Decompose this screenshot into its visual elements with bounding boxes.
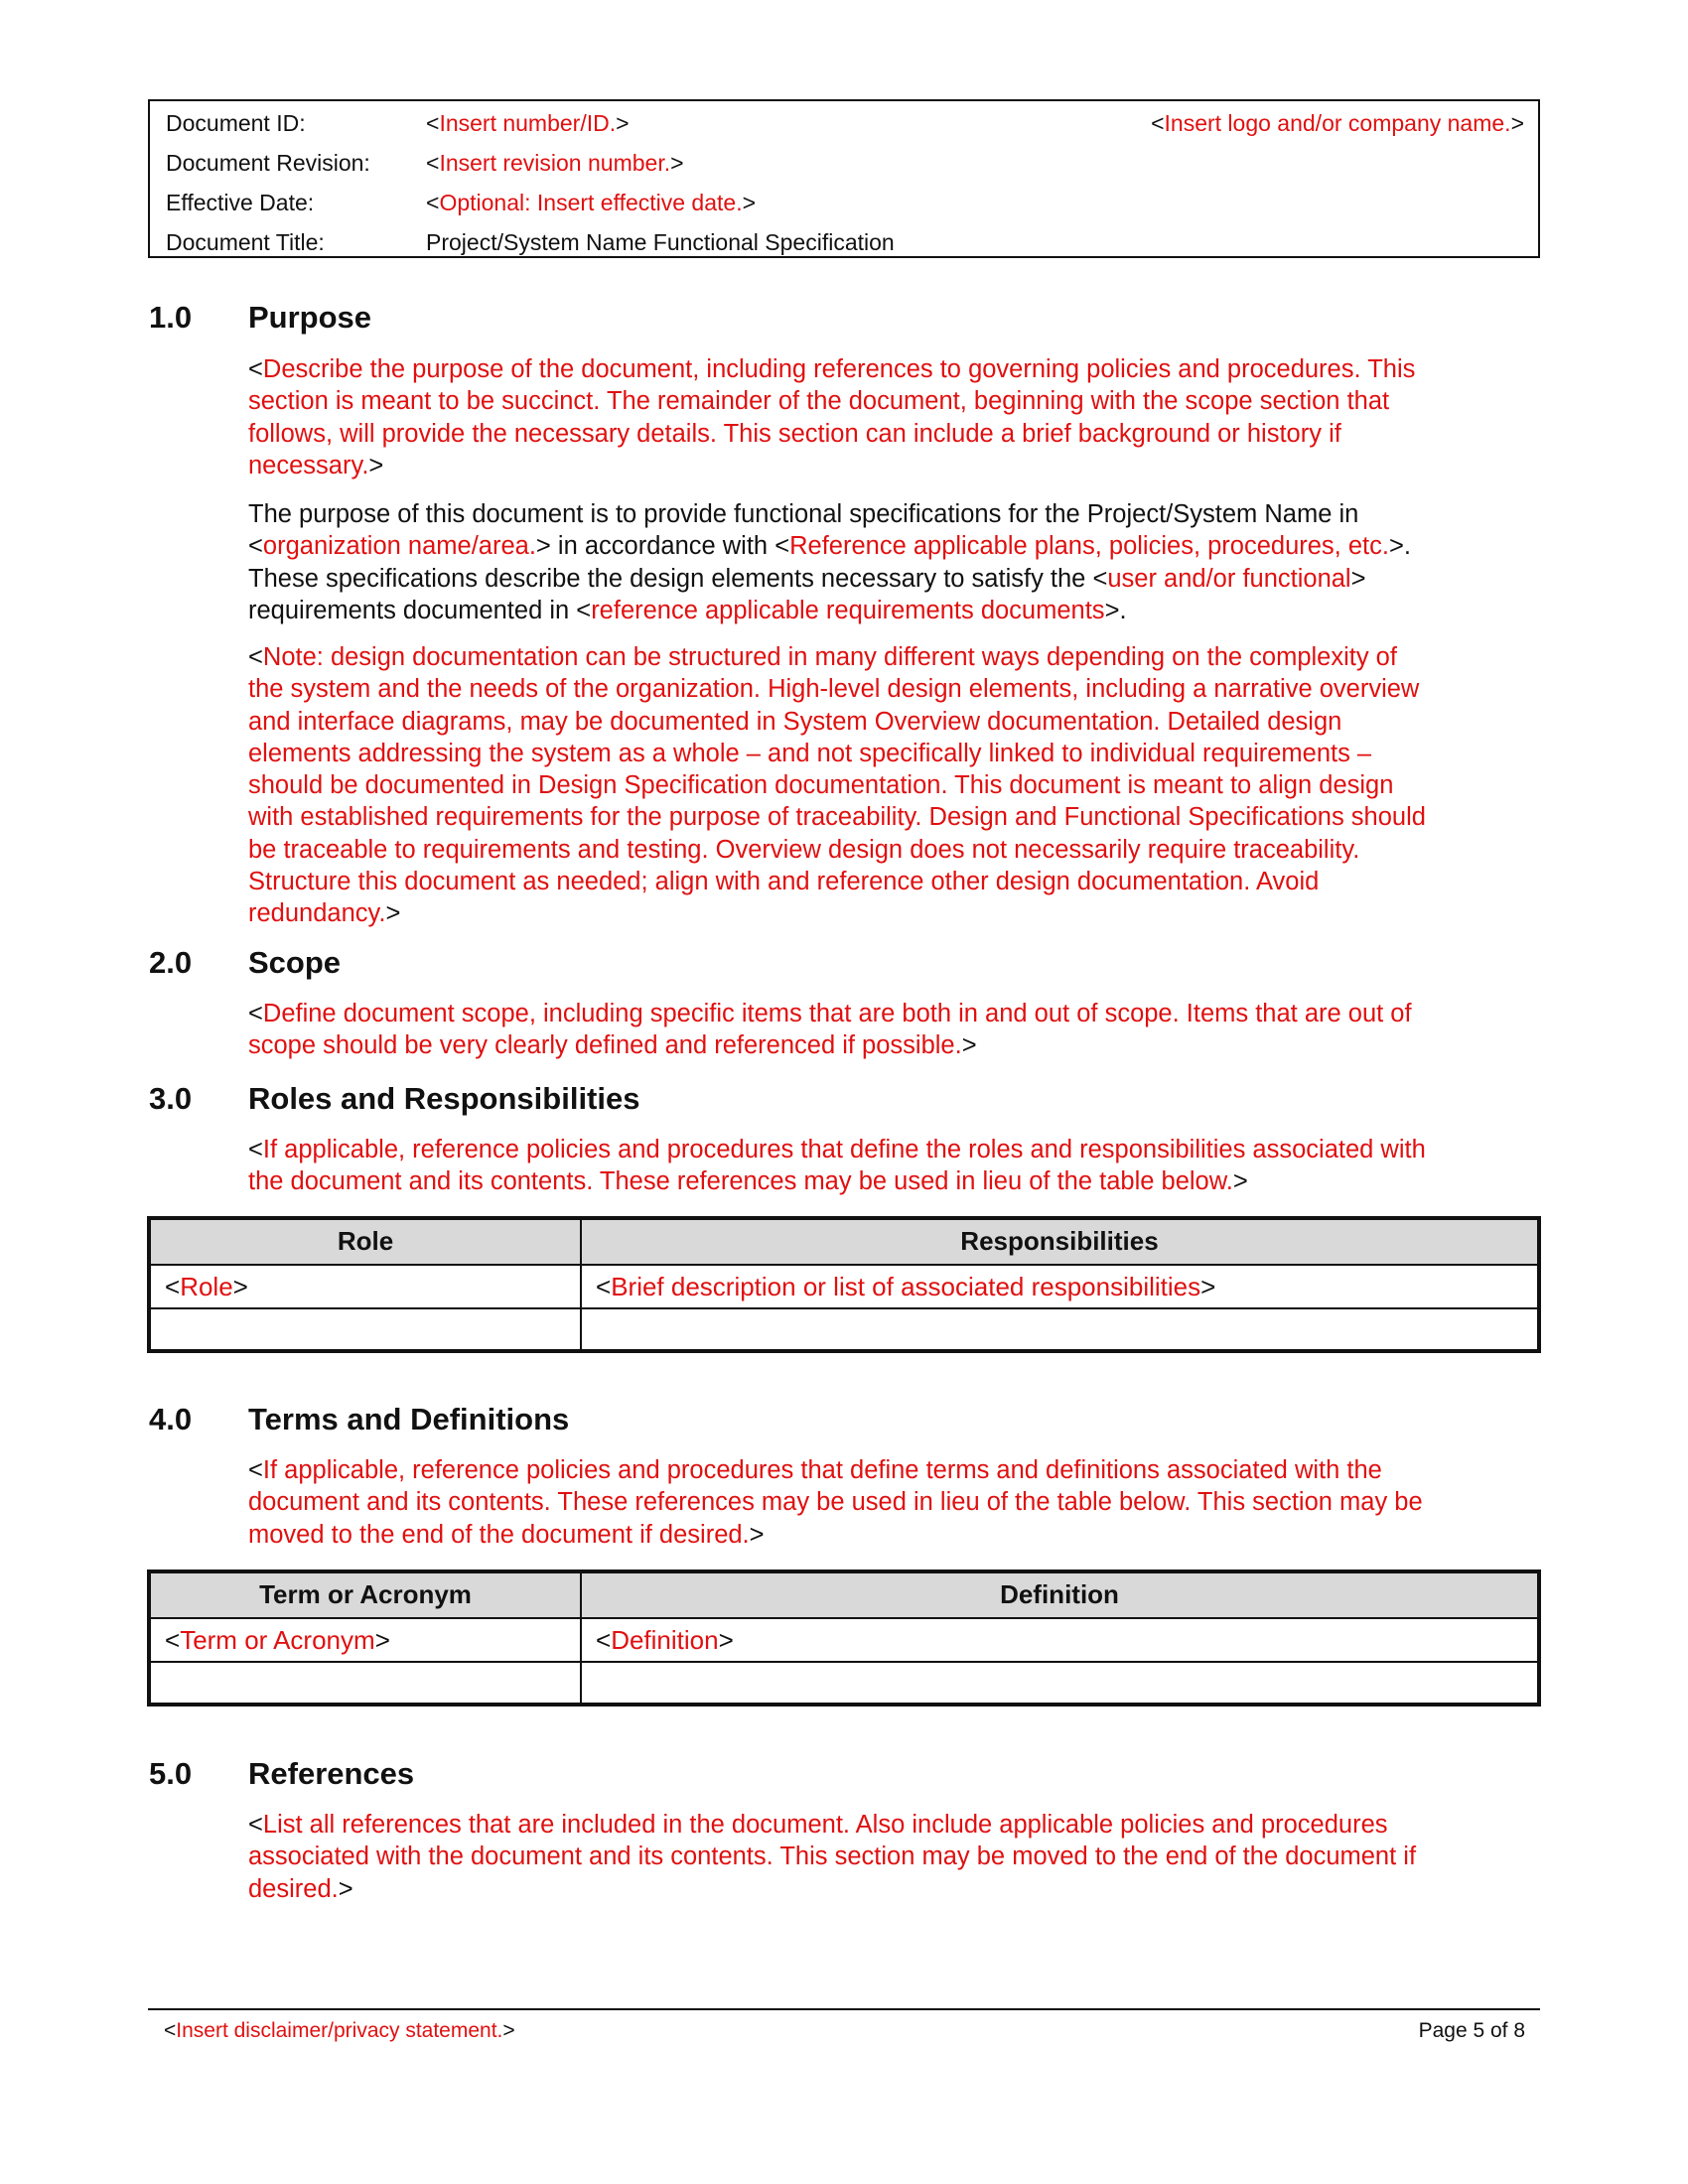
section-title-terms: Terms and Definitions [248,1402,570,1436]
purpose-note-paragraph [248,641,1539,930]
table-header-cell: Definition [1000,1579,1119,1609]
doc-id-placeholder: Insert number/ID. [439,110,617,136]
placeholder-text: necessary. [248,451,369,479]
section-number-purpose: 1.0 [149,300,193,335]
placeholder-text: List all references that are included in the document. Also include applicable policies and procedures [262,1811,1388,1839]
effective-date-label: Effective Date: [166,190,315,215]
placeholder-text: the document and its contents. These references may be used in lieu of the table below. [248,1167,1233,1196]
paragraph-line: <List all references that are included in the document. Also include applicable policies and procedures [248,1811,1388,1839]
revision-value: <Insert revision number.> [426,150,684,176]
table-row [151,1661,1537,1705]
logo-placeholder: <Insert logo and/or company name.> [1151,110,1524,136]
paragraph-line: requirements documented in <reference applicable requirements documents>. [248,596,1127,624]
paragraph-line: <Define document scope, including specific items that are both in and out of scope. Items that are out of [248,1000,1412,1027]
table-cell [582,1663,1537,1705]
body-text: These specifications describe the design elements necessary to satisfy the [248,564,1093,593]
placeholder-text: Reference applicable plans, policies, procedures, etc. [789,532,1389,561]
body-text: requirements documented in [248,596,577,624]
paragraph-line: <Describe the purpose of the document, including references to governing policies and procedures. This [248,355,1416,383]
table-cell [151,1663,582,1705]
paragraph-line: These specifications describe the design elements necessary to satisfy the <user and/or functional> [248,564,1366,593]
doc-id-label: Document ID: [166,110,306,136]
footer-disclaimer: <Insert disclaimer/privacy statement.> [164,2019,515,2042]
table-cell: <Role> [151,1266,582,1307]
table-cell [582,1309,1537,1351]
paragraph-line: The purpose of this document is to provide functional specifications for the Project/System Name in [248,500,1359,528]
table-cell: <Definition> [596,1625,734,1655]
section-number-terms: 4.0 [149,1402,193,1436]
table-row [151,1264,1537,1307]
placeholder-text: Define document scope, including specific items that are both in and out of scope. Items that are out of [262,1000,1412,1027]
table-header-row [151,1220,1537,1264]
section-number-roles: 3.0 [149,1081,193,1116]
paragraph-line: elements addressing the system as a whole – and not specifically linked to individual requirements – [248,739,1372,767]
revision-placeholder: Insert revision number. [439,150,671,176]
table-header-cell: Term or Acronym [151,1573,582,1617]
paragraph-line: associated with the document and its contents. This section may be moved to the end of the document if [248,1843,1417,1871]
placeholder-text: Role [180,1272,233,1301]
section-title-purpose: Purpose [248,300,372,335]
doc-title-label: Document Title: [166,229,325,255]
purpose-instruction-paragraph [248,353,1539,481]
footer-divider [148,2008,1540,2010]
doc-id-value: <Insert number/ID.> [426,110,630,136]
paragraph-line: should be documented in Design Specification documentation. This document is meant to align design [248,771,1394,800]
placeholder-text: moved to the end of the document if desired. [248,1520,750,1549]
logo-placeholder-text: Insert logo and/or company name. [1164,110,1511,136]
page-number: Page 5 of 8 [1418,2019,1525,2042]
paragraph-line: document and its contents. These references may be used in lieu of the table below. This section may be [248,1488,1423,1517]
revision-label: Document Revision: [166,150,370,176]
section-number-scope: 2.0 [149,945,193,980]
table-header-cell: Role [151,1220,582,1264]
paragraph-line: <If applicable, reference policies and procedures that define terms and definitions associated with the [248,1456,1382,1484]
paragraph-line: the system and the needs of the organization. High-level design elements, including a narrative overview [248,675,1420,704]
placeholder-text: Note: design documentation can be structured in many different ways depending on the complexity of [262,643,1397,671]
terms-table [147,1570,1541,1706]
paragraph-line: with established requirements for the purpose of traceability. Design and Functional Specifications should [248,803,1426,832]
paragraph-line: Structure this document as needed; align with and reference other design documentation. Avoid [248,868,1320,896]
purpose-body-paragraph [248,498,1539,626]
body-text: . [1119,596,1127,624]
section-title-roles: Roles and Responsibilities [248,1081,640,1116]
roles-paragraph [248,1134,1539,1198]
body-text: . [1403,532,1411,561]
effective-date-placeholder: Optional: Insert effective date. [439,190,743,215]
table-cell [151,1309,582,1351]
paragraph-line: redundancy.> [248,899,401,928]
paragraph-line: <Note: design documentation can be structured in many different ways depending on the complexity of [248,643,1397,671]
placeholder-text: user and/or functional [1107,564,1351,593]
placeholder-text: Definition [611,1625,719,1655]
table-header-row [151,1573,1537,1617]
placeholder-text: Term or Acronym [180,1625,375,1655]
table-header-cell: Responsibilities [960,1226,1159,1256]
section-number-references: 5.0 [149,1756,193,1791]
document-header-box [148,99,1540,258]
placeholder-text: desired. [248,1874,339,1903]
placeholder-text: scope should be very clearly defined and referenced if possible. [248,1031,962,1060]
section-title-references: References [248,1756,415,1791]
placeholder-text: redundancy. [248,899,386,928]
placeholder-text: Describe the purpose of the document, including references to governing policies and procedures. This [262,355,1416,383]
placeholder-text: If applicable, reference policies and procedures that define terms and definitions associated with the [262,1456,1382,1484]
table-row [151,1307,1537,1351]
paragraph-line: <organization name/area.> in accordance with <Reference applicable plans, policies, procedures, etc.>. [248,532,1411,561]
roles-table [147,1216,1541,1353]
references-paragraph [248,1809,1539,1905]
paragraph-line: follows, will provide the necessary details. This section can include a brief background or history if [248,419,1341,448]
paragraph-line: necessary.> [248,451,384,479]
paragraph-line: section is meant to be succinct. The remainder of the document, beginning with the scope section that [248,387,1390,416]
body-text: in accordance with [550,532,775,561]
effective-date-value: <Optional: Insert effective date.> [426,190,757,215]
doc-title-value: Project/System Name Functional Specification [426,229,895,255]
table-cell: <Term or Acronym> [151,1619,582,1661]
paragraph-line: desired.> [248,1874,353,1903]
paragraph-line: scope should be very clearly defined and referenced if possible.> [248,1031,977,1060]
paragraph-line: <If applicable, reference policies and procedures that define the roles and responsibilities associated with [248,1136,1426,1163]
paragraph-line: be traceable to requirements and testing. Overview design does not necessarily require traceability. [248,835,1360,864]
placeholder-text: reference applicable requirements documents [591,596,1105,624]
table-cell: <Brief description or list of associated responsibilities> [596,1272,1216,1301]
placeholder-text: If applicable, reference policies and procedures that define the roles and responsibilities associated with [262,1136,1426,1163]
paragraph-line: moved to the end of the document if desired.> [248,1520,765,1549]
table-row [151,1617,1537,1661]
section-title-scope: Scope [248,945,342,980]
scope-paragraph [248,998,1539,1062]
terms-paragraph [248,1454,1539,1551]
disclaimer-placeholder: Insert disclaimer/privacy statement. [176,2019,503,2042]
placeholder-text: organization name/area. [262,532,536,561]
placeholder-text: Brief description or list of associated responsibilities [611,1272,1201,1301]
paragraph-line: the document and its contents. These references may be used in lieu of the table below.> [248,1167,1248,1196]
paragraph-line: and interface diagrams, may be documented in System Overview documentation. Detailed design [248,707,1342,736]
